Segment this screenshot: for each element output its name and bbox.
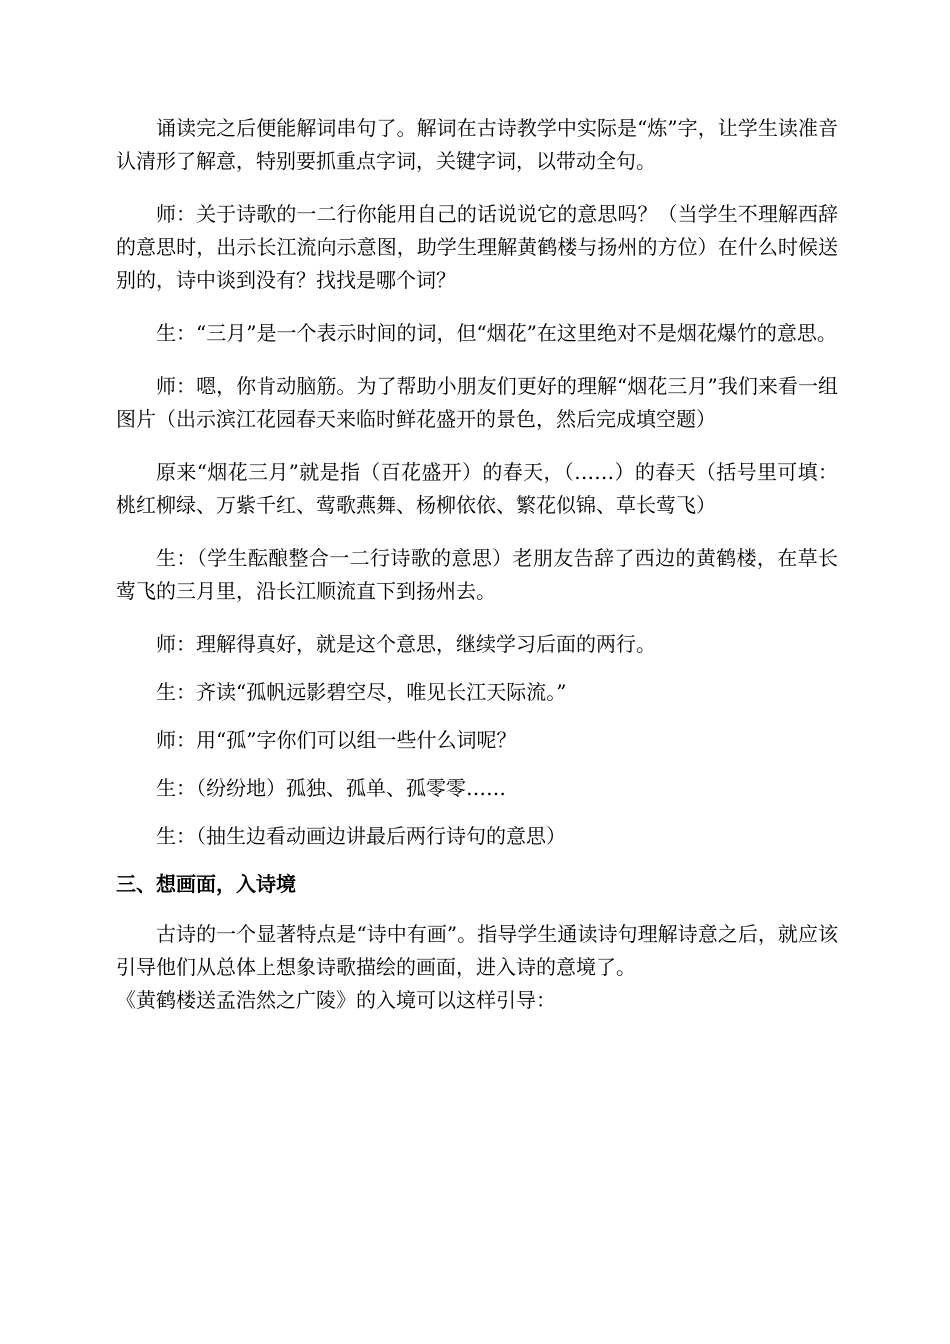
paragraph-teacher-word: 师：用“孤”字你们可以组一些什么词呢？ [156, 728, 517, 752]
paragraph-teacher-pictures: 师：嗯，你肯动脑筋。为了帮助小朋友们更好的理解“烟花三月”我们来看一组图片（出示滨江花园春天来临时鲜花盛开的景色，然后完成填空题） [116, 374, 838, 431]
paragraph-student-animation: 生：（抽生边看动画边讲最后两行诗句的意思） [156, 824, 566, 848]
section-heading: 三、想画面，入诗境 [116, 872, 296, 896]
paragraph-student-words: 生：（纷纷地）孤独、孤单、孤零零…… [156, 776, 506, 800]
paragraph-student-read: 生：齐读“孤帆远影碧空尽，唯见长江天际流。” [156, 680, 567, 704]
document-page [116, 112, 838, 1037]
paragraph-teacher-question: 师：关于诗歌的一二行你能用自己的话说说它的意思吗？（当学生不理解西辞的意思时，出示长江流向示意图，助学生理解黄鹤楼与扬州的方位）在什么时候送别的，诗中谈到没有？找找是哪个词？ [116, 202, 838, 292]
paragraph-student-answer-march: 生：“三月”是一个表示时间的词，但“烟花”在这里绝对不是烟花爆竹的意思。 [156, 321, 837, 345]
paragraph-teacher-praise: 师：理解得真好，就是这个意思，继续学习后面的两行。 [156, 632, 656, 656]
paragraph-student-summary: 生：（学生酝酿整合一二行诗歌的意思）老朋友告辞了西边的黄鹤楼，在草长莺飞的三月里，沿长江顺流直下到扬州去。 [116, 546, 838, 603]
paragraph-guide-intro: 《黄鹤楼送孟浩然之广陵》的入境可以这样引导： [116, 988, 556, 1012]
paragraph-fill-blank: 原来“烟花三月”就是指（百花盛开）的春天，（……）的春天（括号里可填：桃红柳绿、万紫千红、莺歌燕舞、杨柳依依、繁花似锦、草长莺飞） [116, 460, 838, 517]
paragraph-word-explanation: 诵读完之后便能解词串句了。解词在古诗教学中实际是“炼”字，让学生读准音认清形了解意，特别要抓重点字词，关键字词，以带动全句。 [116, 116, 838, 173]
paragraph-poem-picture: 古诗的一个显著特点是“诗中有画”。指导学生通读诗句理解诗意之后，就应该引导他们从总体上想象诗歌描绘的画面，进入诗的意境了。 [116, 922, 838, 979]
